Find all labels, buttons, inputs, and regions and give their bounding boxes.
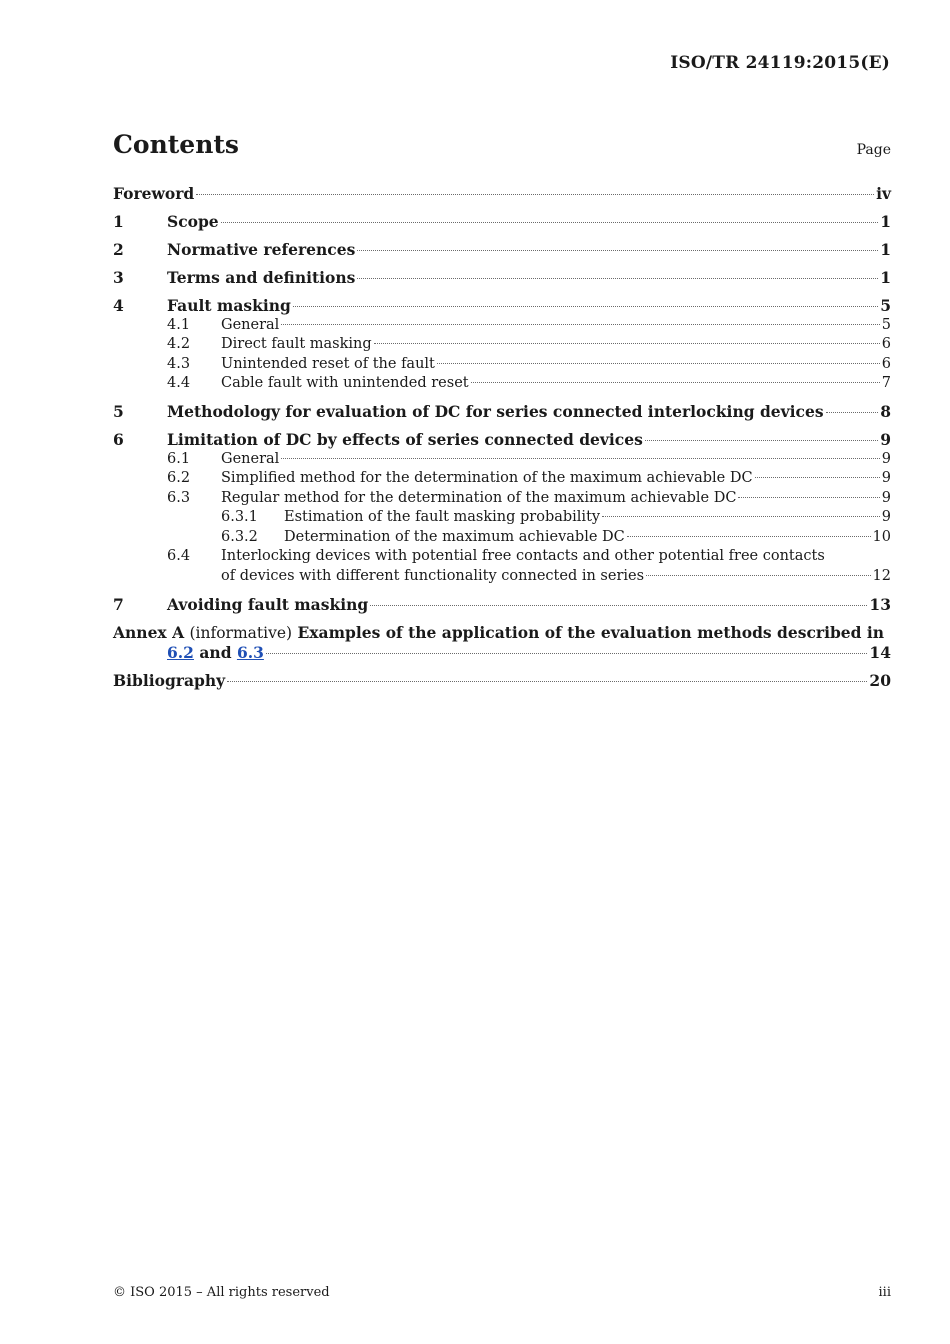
toc-title: Regular method for the determination of the maximum achievable DC [221, 489, 737, 506]
toc-title: Avoiding fault masking [167, 594, 369, 614]
toc-page: 9 [881, 470, 891, 486]
toc-number: 6.1 [167, 450, 191, 467]
dot-leader [196, 194, 874, 195]
toc-entry-4-1[interactable] [113, 316, 891, 336]
dot-leader [826, 412, 879, 413]
dot-leader [357, 250, 878, 251]
toc-page: 6 [881, 336, 891, 352]
toc-entry-scope[interactable] [113, 212, 891, 232]
toc-entry-limitation-of-dc[interactable] [113, 430, 891, 450]
dot-leader [227, 681, 867, 682]
toc-title: Limitation of DC by effects of series connected devices [167, 430, 643, 449]
dot-leader [471, 382, 880, 383]
dot-leader [221, 222, 879, 223]
toc-title-continued [167, 643, 264, 663]
toc-number: 1 [113, 212, 124, 231]
toc-entry-6-1[interactable] [113, 450, 891, 470]
toc-number: 6.3.1 [221, 509, 258, 525]
annex-title: Examples of the application of the evaluation methods described in [297, 622, 885, 642]
toc-number: 6.2 [167, 470, 191, 486]
dot-leader [738, 497, 879, 498]
toc-number: 6.3.2 [221, 528, 258, 545]
annex-and: and [199, 643, 232, 662]
toc-title: Direct fault masking [221, 336, 372, 352]
page-column-label: Page [856, 142, 891, 158]
dot-leader [602, 516, 880, 517]
toc-entry-terms-and-definitions[interactable] [113, 268, 891, 288]
dot-leader [646, 575, 871, 576]
toc-number: 4.2 [167, 336, 191, 352]
toc-entry-4-4[interactable] [113, 374, 891, 394]
toc-title: Fault masking [167, 296, 291, 315]
toc-page: 13 [869, 594, 891, 614]
toc-title [113, 623, 884, 644]
toc-title: Unintended reset of the fault [221, 355, 435, 372]
toc-page: 9 [881, 489, 891, 506]
toc-page: 9 [880, 430, 891, 449]
toc-title: Simplified method for the determination of the maximum achievable DC [221, 470, 753, 486]
toc-page: 8 [880, 402, 891, 421]
toc-page: iv [876, 184, 891, 203]
toc-entry-avoiding-fault-masking[interactable] [113, 595, 891, 615]
toc-page: 9 [881, 450, 891, 467]
toc-entry-fault-masking[interactable] [113, 296, 891, 316]
toc-entry-foreword[interactable] [113, 184, 891, 204]
toc-entry-4-3[interactable] [113, 355, 891, 375]
link-6-3[interactable]: 6.3 [236, 643, 264, 662]
toc-page: 10 [872, 528, 891, 545]
dot-leader [374, 343, 880, 344]
toc-title: Estimation of the fault masking probability [284, 509, 601, 525]
dot-leader [370, 605, 867, 606]
toc-number: 4.4 [167, 375, 191, 391]
toc-title: Terms and definitions [167, 268, 356, 287]
dot-leader [266, 653, 868, 654]
toc-title: Bibliography [113, 671, 226, 690]
toc-page: 9 [881, 509, 891, 525]
toc-number: 2 [113, 240, 124, 259]
toc-number: 6.3 [167, 489, 191, 506]
toc-number: 6.4 [167, 548, 191, 564]
dot-leader [281, 458, 879, 459]
dot-leader [645, 440, 878, 441]
toc-entry-6-3-2[interactable] [113, 528, 891, 548]
toc-title-continued: of devices with different functionality connected in series [221, 567, 645, 584]
toc-entry-6-3[interactable] [113, 489, 891, 509]
dot-leader [281, 324, 879, 325]
toc-number: 4.1 [167, 316, 191, 333]
toc-title: Normative references [167, 240, 356, 259]
annex-qualifier: (informative) [189, 623, 293, 642]
toc-entry-6-3-1[interactable] [113, 508, 891, 528]
toc-page: 7 [881, 375, 891, 391]
annex-label: Annex A [113, 622, 185, 642]
dot-leader [437, 363, 880, 364]
table-of-contents [113, 184, 891, 691]
toc-title: Interlocking devices with potential free contacts and other potential free contacts [221, 548, 825, 564]
toc-number: 5 [113, 402, 124, 421]
toc-page: 12 [872, 567, 891, 584]
toc-title: Determination of the maximum achievable DC [284, 528, 625, 545]
toc-title: General [221, 450, 280, 467]
toc-entry-normative-references[interactable] [113, 240, 891, 260]
toc-number: 4.3 [167, 355, 191, 372]
toc-entry-annex-a[interactable] [113, 623, 891, 663]
toc-page: 1 [880, 212, 891, 231]
dot-leader [755, 477, 880, 478]
toc-title: General [221, 316, 280, 333]
toc-page: 5 [880, 296, 891, 315]
toc-page: 1 [880, 268, 891, 287]
contents-heading: Contents [113, 130, 240, 159]
toc-title: Scope [167, 212, 219, 231]
link-6-2[interactable]: 6.2 [167, 643, 194, 662]
toc-page: 20 [869, 671, 891, 690]
toc-entry-methodology[interactable] [113, 402, 891, 422]
toc-entry-6-2[interactable] [113, 469, 891, 489]
toc-number: 3 [113, 268, 124, 287]
copyright-notice: © ISO 2015 – All rights reserved [113, 1285, 330, 1300]
toc-number: 4 [113, 296, 124, 315]
toc-title: Cable fault with unintended reset [221, 375, 469, 391]
toc-number: 6 [113, 430, 124, 449]
toc-page: 5 [881, 316, 891, 333]
toc-entry-bibliography[interactable] [113, 671, 891, 691]
toc-entry-6-4[interactable] [113, 547, 891, 586]
dot-leader [627, 536, 871, 537]
toc-entry-4-2[interactable] [113, 335, 891, 355]
dot-leader [357, 278, 878, 279]
dot-leader [293, 306, 878, 307]
toc-title: Methodology for evaluation of DC for series connected interlocking devices [167, 402, 824, 421]
toc-page: 1 [880, 240, 891, 259]
page-number: iii [878, 1285, 891, 1300]
document-id: ISO/TR 24119:2015(E) [670, 53, 890, 73]
toc-page: 6 [881, 355, 891, 372]
toc-number: 7 [113, 594, 124, 614]
toc-title: Foreword [113, 184, 195, 203]
toc-page: 14 [869, 643, 891, 662]
